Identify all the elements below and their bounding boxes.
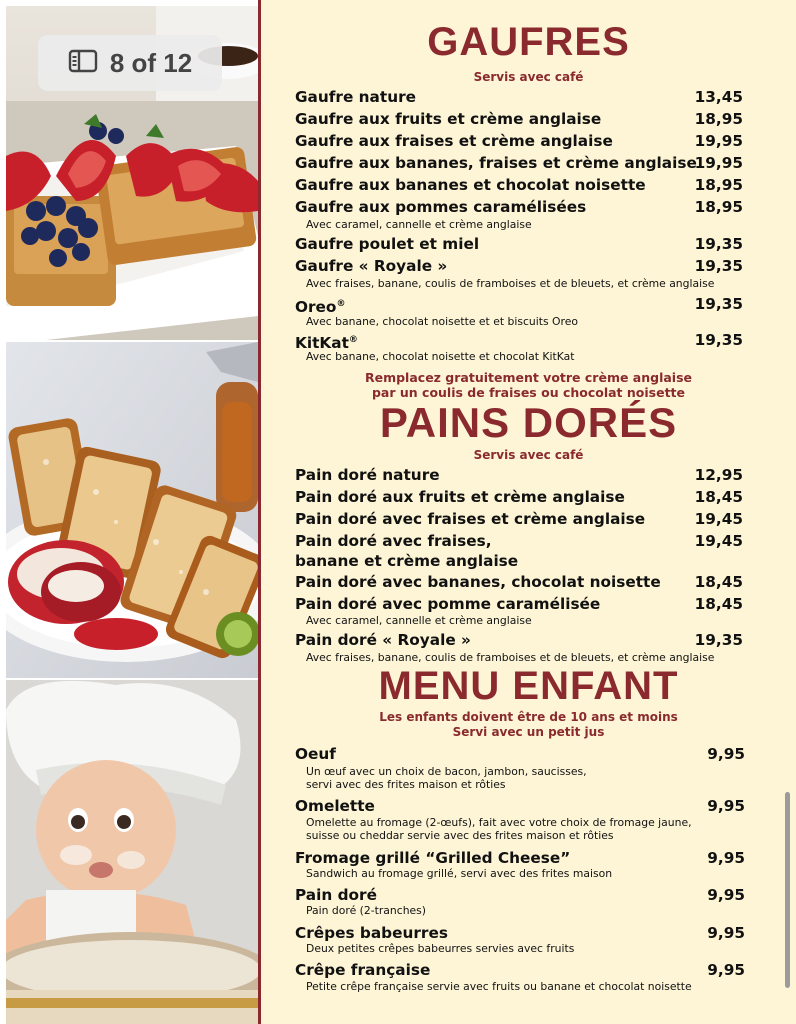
menu-item-description: Un œuf avec un choix de bacon, jambon, saucisses,	[306, 765, 587, 778]
menu-item-name: Pain doré aux fruits et crème anglaise	[295, 488, 625, 506]
menu-item-name: Crêpes babeurres	[295, 924, 448, 942]
section-title-pains-dores: PAINS DORÉS	[379, 399, 678, 446]
menu-item-name-text: KitKat	[295, 334, 349, 353]
scrollbar-thumb[interactable]	[785, 792, 790, 988]
section-subtitle-pains-dores: Servis avec café	[473, 448, 584, 462]
menu-item-description: Avec banane, chocolat noisette et chocolat KitKat	[306, 350, 575, 363]
menu-item-description: Sandwich au fromage grillé, servi avec des frites maison	[306, 867, 613, 880]
page-indicator-badge[interactable]	[38, 35, 222, 91]
menu-item-description: Avec fraises, banane, coulis de framboises et de bleuets, et crème anglaise	[306, 277, 715, 290]
french-toast-photo	[6, 342, 258, 678]
menu-item-price: 19,35	[694, 257, 743, 275]
section-subtitle-gaufres: Servis avec café	[473, 70, 584, 84]
menu-item-name: Pain doré	[295, 886, 377, 904]
menu-item-name: Gaufre aux bananes et chocolat noisette	[295, 176, 646, 194]
menu-item-name: Pain doré nature	[295, 466, 440, 484]
menu-item-price: 18,45	[694, 573, 743, 591]
baby-chef-photo	[6, 680, 258, 1024]
menu-item-price: 19,45	[694, 510, 743, 528]
menu-item-name: Omelette	[295, 797, 375, 815]
menu-item-price: 9,95	[707, 797, 745, 815]
menu-item-price: 19,35	[694, 331, 743, 349]
menu-item-price: 18,45	[694, 595, 743, 613]
menu-item-price: 18,95	[694, 176, 743, 194]
menu-item-price: 9,95	[707, 886, 745, 904]
menu-item-name: Pain doré « Royale »	[295, 631, 471, 649]
section-title-gaufres: GAUFRES	[427, 20, 630, 64]
gaufres-note-line1: Remplacez gratuitement votre crème anglaise	[364, 370, 692, 385]
menu-item-name: Gaufre « Royale »	[295, 257, 448, 275]
menu-item-name: Gaufre aux pommes caramélisées	[295, 198, 587, 216]
photo-column	[0, 0, 258, 1024]
menu-panel	[261, 0, 796, 1024]
menu-item-name: Gaufre poulet et miel	[295, 235, 480, 253]
menu-item-name: Pain doré avec bananes, chocolat noisette	[295, 573, 661, 591]
menu-item-price: 9,95	[707, 961, 745, 979]
menu-item-price: 19,35	[694, 235, 743, 253]
sidebar-icon[interactable]	[68, 49, 98, 77]
menu-item-name: Pain doré avec fraises,	[295, 532, 492, 550]
section-subtitle-menu-enfant-2: Servi avec un petit jus	[452, 725, 605, 739]
menu-item-description: Avec fraises, banane, coulis de framboises et de bleuets, et crème anglaise	[306, 651, 715, 664]
menu-item-price: 9,95	[707, 924, 745, 942]
page-indicator-text: 8 of 12	[109, 47, 193, 78]
menu-item-name-text: Oreo	[295, 298, 337, 317]
registered-mark: ®	[348, 335, 358, 345]
menu-item-name	[295, 294, 345, 317]
menu-item-description: Omelette au fromage (2-œufs), fait avec votre choix de fromage jaune,	[306, 816, 692, 829]
menu-item-price: 12,95	[694, 466, 743, 484]
menu-item-price: 19,95	[694, 154, 743, 172]
menu-item-price: 19,45	[694, 532, 743, 550]
menu-item-name-line2: banane et crème anglaise	[295, 552, 519, 570]
menu-item-price: 19,95	[694, 132, 743, 150]
menu-item-name: Pain doré avec fraises et crème anglaise	[295, 510, 646, 528]
section-title-menu-enfant: MENU ENFANT	[378, 664, 679, 708]
menu-item-price: 18,95	[694, 198, 743, 216]
menu-item-name: Fromage grillé “Grilled Cheese”	[295, 849, 571, 867]
gaufres-note-line2: par un coulis de fraises ou chocolat noisette	[371, 385, 685, 400]
menu-item-name: Gaufre aux fruits et crème anglaise	[295, 110, 602, 128]
menu-item-name: Gaufre nature	[295, 88, 417, 106]
menu-item-description: suisse ou cheddar servie avec des frites maison et rôties	[306, 829, 614, 842]
menu-item-name: Gaufre aux fraises et crème anglaise	[295, 132, 613, 150]
menu-item-price: 18,45	[694, 488, 743, 506]
menu-item-name: Gaufre aux bananes, fraises et crème anglaise	[295, 154, 697, 172]
section-subtitle-menu-enfant-1: Les enfants doivent être de 10 ans et moins	[379, 710, 678, 724]
menu-item-name: Pain doré avec pomme caramélisée	[295, 595, 601, 613]
menu-item-description: Deux petites crêpes babeurres servies avec fruits	[306, 942, 575, 955]
menu-item-price: 9,95	[707, 849, 745, 867]
menu-item-description: Avec caramel, cannelle et crème anglaise	[306, 614, 532, 627]
menu-item-description: servi avec des frites maison et rôties	[306, 778, 506, 791]
menu-item-price: 9,95	[707, 745, 745, 763]
registered-mark: ®	[336, 299, 346, 309]
menu-item-name: Oeuf	[295, 745, 336, 763]
menu-item-name: Crêpe française	[295, 961, 431, 979]
menu-item-price: 13,45	[694, 88, 743, 106]
menu-item-price: 18,95	[694, 110, 743, 128]
menu-item-price: 19,35	[694, 295, 743, 313]
menu-item-description: Avec caramel, cannelle et crème anglaise	[306, 218, 532, 231]
menu-item-description: Pain doré (2-tranches)	[306, 904, 427, 917]
menu-item-description: Avec banane, chocolat noisette et et biscuits Oreo	[306, 315, 579, 328]
menu-item-description: Petite crêpe française servie avec fruits ou banane et chocolat noisette	[306, 980, 692, 993]
menu-item-price: 19,35	[694, 631, 743, 649]
